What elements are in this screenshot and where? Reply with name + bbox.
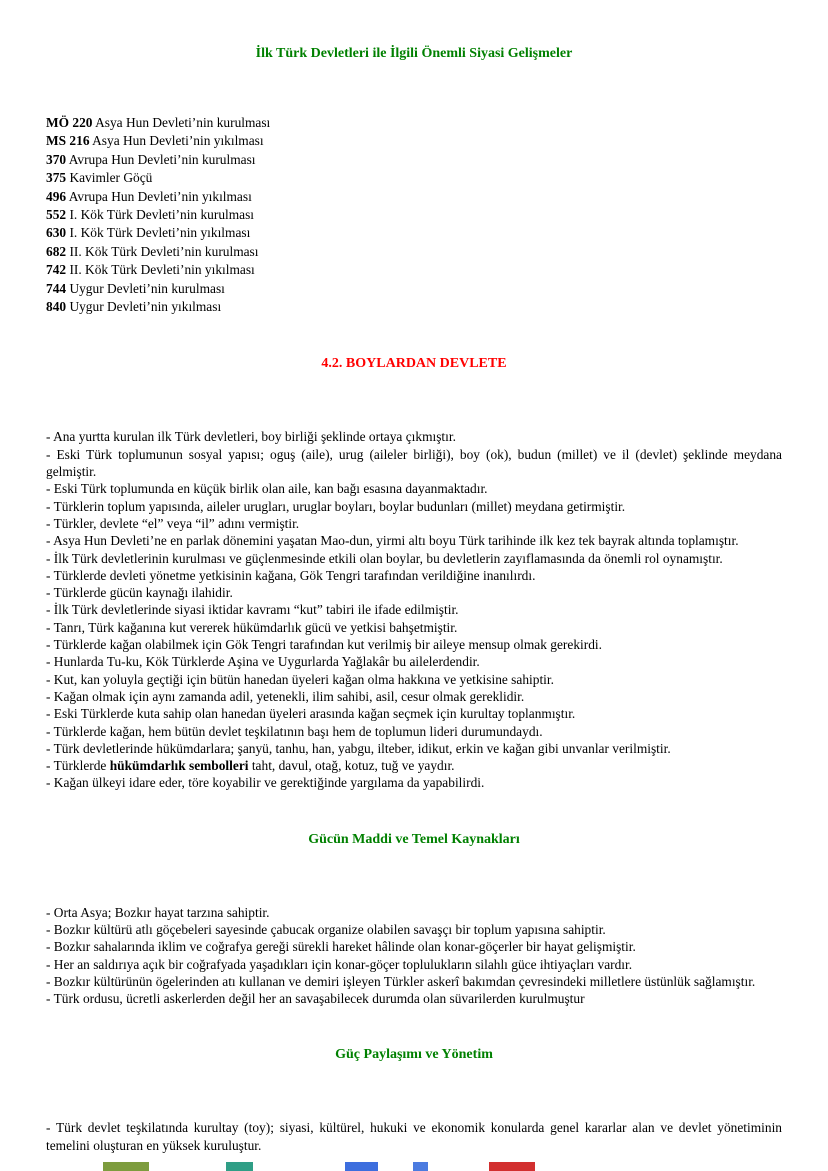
timeline-text: Kavimler Göçü — [66, 170, 153, 186]
bullet-paragraph — [46, 619, 782, 636]
timeline-year: 496 — [46, 188, 67, 204]
bullet-paragraph — [46, 990, 782, 1007]
timeline-year: 840 — [46, 299, 67, 315]
bold-text-segment: hükümdarlık sembolleri — [109, 758, 249, 774]
text-segment: - İlk Türk devletlerinde siyasi iktidar kavramı “kut” tabiri ile ifade edilmiştir. — [46, 602, 459, 618]
timeline-year: 630 — [46, 225, 67, 241]
section-items — [46, 904, 782, 1008]
bullet-paragraph — [46, 601, 782, 618]
timeline-year: MÖ 220 — [46, 115, 93, 130]
cropped-image-3 — [345, 1162, 378, 1171]
timeline-text: I. Kök Türk Devleti’nin kurulması — [66, 207, 255, 223]
text-segment: - Türk ordusu, ücretli askerlerden değil her an savaşabilecek durumda olan süvarilerden kurulmuştur — [46, 991, 585, 1007]
bullet-paragraph — [46, 705, 782, 722]
text-segment: - Eski Türk toplumunun sosyal yapısı; oguş (aile), urug (aileler birliği), boy (ok), budun (millet) ve il (devlet) şeklinde meydana gelmiştir. — [46, 446, 782, 480]
text-segment: - Türkler, devlete “el” veya “il” adını vermiştir. — [46, 515, 300, 531]
bullet-paragraph — [46, 584, 782, 601]
timeline-row — [46, 132, 782, 150]
bullet-paragraph — [46, 532, 782, 549]
text-segment: - Kut, kan yoluyla geçtiği için bütün hanedan üyeleri kağan olma hakkına ve yetkisine sahiptir. — [46, 671, 554, 687]
cropped-image-5 — [489, 1162, 535, 1171]
text-segment: - Asya Hun Devleti’ne en parlak dönemini yaşatan Mao-dun, yirmi altı boyu Türk tarihinde ilk kez tek bayrak altında toplamıştır. — [46, 533, 739, 549]
timeline-year: 375 — [46, 170, 67, 186]
timeline-row — [46, 298, 782, 316]
bullet-paragraph — [46, 956, 782, 973]
text-segment: - Orta Asya; Bozkır hayat tarzına sahiptir. — [46, 904, 270, 920]
text-segment: - Hunlarda Tu-ku, Kök Türklerde Aşina ve Uygurlarda Yağlakâr bu ailelerdendir. — [46, 654, 480, 670]
timeline-text: II. Kök Türk Devleti’nin yıkılması — [66, 262, 255, 278]
sections-container — [46, 356, 782, 1154]
cropped-image-1 — [103, 1162, 149, 1171]
text-segment: - Türk devletlerinde hükümdarlara; şanyü, tanhu, han, yabgu, ilteber, idikut, erkin ve kağan gibi unvanlar verilmiştir. — [46, 740, 671, 756]
text-segment: - Her an saldırıya açık bir coğrafyada yaşadıkları için konar-göçer toplulukların silahlı güce ihtiyaçları vardır. — [46, 956, 633, 972]
timeline-row — [46, 261, 782, 279]
document-section — [46, 356, 782, 791]
bullet-paragraph — [46, 757, 782, 774]
text-segment: - Kağan ülkeyi idare eder, töre koyabilir ve gerektiğinde yargılama da yapabilirdi. — [46, 775, 485, 791]
bullet-paragraph — [46, 515, 782, 532]
timeline-text: Asya Hun Devleti’nin kurulması — [92, 115, 271, 130]
text-segment: - Türk devlet teşkilatında kurultay (toy); siyasi, kültürel, hukuki ve ekonomik konularda genel kararlar alan ve devlet yönetiminin temelini oluşturan en yüksek kuruluştur. — [46, 1120, 782, 1153]
timeline-year: 682 — [46, 243, 67, 259]
section-heading: 4.2. BOYLARDAN DEVLETE — [321, 356, 507, 372]
timeline-row — [46, 151, 782, 169]
text-segment: - Bozkır sahalarında iklim ve coğrafya gereği sürekli hareket hâlinde olan konar-göçerler bir hayat gelişmiştir. — [46, 939, 636, 955]
bullet-paragraph — [46, 740, 782, 757]
bullet-paragraph — [46, 723, 782, 740]
text-segment: - Tanrı, Türk kağanına kut vererek hükümdarlık gücü ve yetkisi bahşetmiştir. — [46, 619, 458, 635]
bullet-paragraph — [46, 480, 782, 497]
text-segment: - Ana yurtta kurulan ilk Türk devletleri, boy birliği şeklinde ortaya çıkmıştır. — [46, 429, 456, 445]
text-segment: - Türklerde kağan olabilmek için Gök Tengri tarafından kut verilmiş bir aileye mensup olmak gerekirdi. — [46, 637, 602, 653]
bullet-paragraph — [46, 550, 782, 567]
document-section — [46, 832, 782, 1008]
bullet-paragraph — [46, 1119, 782, 1154]
text-segment: - Eski Türk toplumunda en küçük birlik olan aile, kan bağı esasına dayanmaktadır. — [46, 481, 488, 497]
timeline-text: Avrupa Hun Devleti’nin kurulması — [66, 151, 256, 167]
bullet-paragraph — [46, 671, 782, 688]
text-segment: - İlk Türk devletlerinin kurulması ve güçlenmesinde etkili olan boylar, bu devletlerin zayıflamasında da önemli rol oynamıştır. — [46, 550, 723, 566]
document-title: İlk Türk Devletleri ile İlgili Önemli Siyasi Gelişmeler — [255, 46, 573, 61]
timeline-list — [46, 114, 782, 316]
timeline-row — [46, 169, 782, 187]
timeline-row — [46, 224, 782, 242]
timeline-year: 370 — [46, 151, 67, 167]
section-heading: Güç Paylaşımı ve Yönetim — [335, 1047, 493, 1063]
bullet-paragraph — [46, 921, 782, 938]
timeline-text: I. Kök Türk Devleti’nin yıkılması — [66, 225, 251, 241]
section-items — [46, 1119, 782, 1154]
text-segment: - Bozkır kültürü atlı göçebeleri sayesinde çabucak organize olabilen savaşçı bir toplum yapısına sahiptir. — [46, 922, 606, 937]
document-section — [46, 1047, 782, 1154]
section-heading: Gücün Maddi ve Temel Kaynakları — [308, 831, 520, 847]
text-segment: - Türklerde — [46, 758, 110, 774]
bullet-paragraph — [46, 498, 782, 515]
section-items — [46, 428, 782, 791]
timeline-year: 742 — [46, 262, 67, 278]
timeline-year: 552 — [46, 207, 67, 223]
bullet-paragraph — [46, 774, 782, 791]
bullet-paragraph — [46, 973, 782, 990]
bullet-paragraph — [46, 636, 782, 653]
timeline-text: Avrupa Hun Devleti’nin yıkılması — [66, 188, 252, 204]
bullet-paragraph — [46, 446, 782, 481]
bullet-paragraph — [46, 653, 782, 670]
timeline-row — [46, 188, 782, 206]
cropped-image-2 — [226, 1162, 253, 1171]
cropped-images-row — [0, 1162, 828, 1171]
text-segment: - Eski Türklerde kuta sahip olan hanedan üyeleri arasında kağan seçmek için kurultay toplanmıştır. — [46, 706, 576, 722]
text-segment: - Kağan olmak için aynı zamanda adil, yetenekli, ilim sahibi, asil, cesur olmak gereklidir. — [46, 688, 525, 704]
bullet-paragraph — [46, 428, 782, 445]
timeline-text: II. Kök Türk Devleti’nin kurulması — [66, 243, 259, 259]
timeline-text: Uygur Devleti’nin yıkılması — [66, 299, 222, 315]
timeline-row — [46, 206, 782, 224]
cropped-image-4 — [413, 1162, 428, 1171]
bullet-paragraph — [46, 904, 782, 921]
bullet-paragraph — [46, 688, 782, 705]
text-segment: - Türklerde devleti yönetme yetkisinin kağana, Gök Tengri tarafından verildiğine inanılırdı. — [46, 567, 536, 583]
bullet-paragraph — [46, 938, 782, 955]
bullet-paragraph — [46, 567, 782, 584]
timeline-row — [46, 114, 782, 132]
timeline-year: 744 — [46, 280, 67, 296]
text-segment: taht, davul, otağ, kotuz, tuğ ve yaydır. — [248, 758, 455, 774]
text-segment: - Türklerin toplum yapısında, aileler urugları, uruglar boyları, boylar budunları (millet) meydana getirmiştir. — [46, 498, 626, 514]
text-segment: - Türklerde kağan, hem bütün devlet teşkilatının başı hem de toplumun lideri durumundaydı. — [46, 723, 543, 739]
timeline-text: Uygur Devleti’nin kurulması — [66, 280, 225, 296]
timeline-row — [46, 243, 782, 261]
text-segment: - Türklerde gücün kaynağı ilahidir. — [46, 585, 233, 601]
timeline-row — [46, 280, 782, 298]
timeline-text: Asya Hun Devleti’nin yıkılması — [89, 133, 264, 149]
text-segment: - Bozkır kültürünün ögelerinden atı kullanan ve demiri işleyen Türkler askerî bakımdan çevresindeki milletlere üstünlük sağlamıştır. — [46, 973, 756, 989]
timeline-year: MS 216 — [46, 133, 90, 149]
